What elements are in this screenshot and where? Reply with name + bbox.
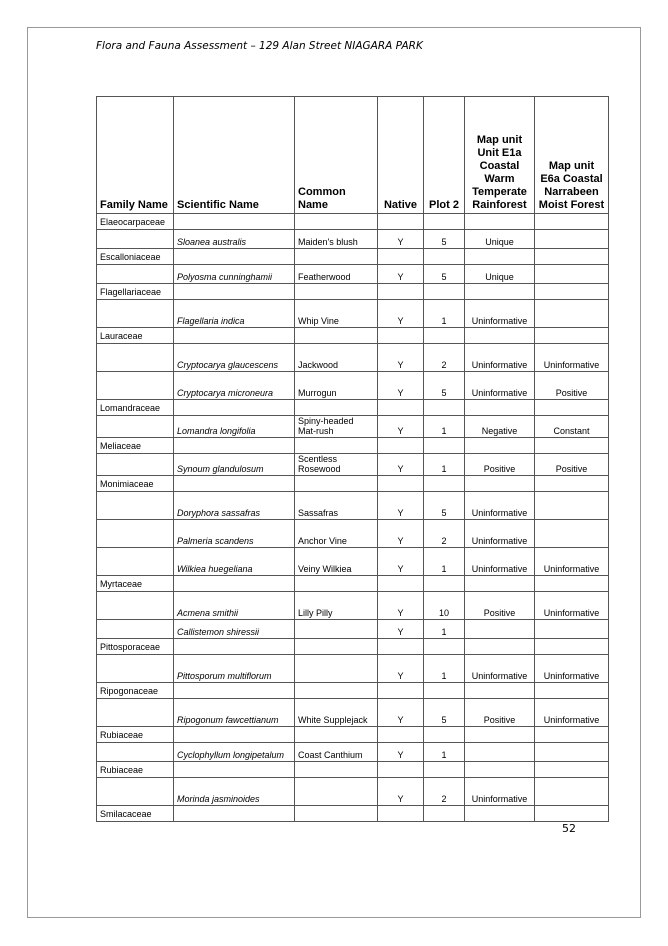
column-header-native: Native (378, 97, 424, 214)
e6a-value (535, 492, 609, 520)
column-header-common: Common Name (295, 97, 378, 214)
empty-cell (424, 576, 465, 592)
empty-cell (295, 476, 378, 492)
empty-cell (378, 284, 424, 300)
family-row (97, 328, 609, 344)
e1a-value: Negative (465, 416, 535, 438)
plot-count: 1 (424, 416, 465, 438)
e1a-value: Uninformative (465, 492, 535, 520)
empty-cell (424, 400, 465, 416)
empty-cell (174, 400, 295, 416)
empty-cell (97, 416, 174, 438)
native-status: Y (378, 655, 424, 683)
e6a-value: Uninformative (535, 548, 609, 576)
species-row (97, 300, 609, 328)
species-row (97, 620, 609, 639)
scientific-name: Cryptocarya microneura (174, 372, 295, 400)
e1a-value (465, 620, 535, 639)
empty-cell (174, 806, 295, 822)
empty-cell (295, 400, 378, 416)
empty-cell (97, 300, 174, 328)
scientific-name: Pittosporum multiflorum (174, 655, 295, 683)
empty-cell (535, 762, 609, 778)
empty-cell (535, 328, 609, 344)
family-row (97, 249, 609, 265)
e6a-value (535, 520, 609, 548)
empty-cell (295, 249, 378, 265)
empty-cell (378, 576, 424, 592)
family-name: Smilacaceae (97, 806, 174, 822)
species-row (97, 655, 609, 683)
empty-cell (535, 214, 609, 230)
e6a-value (535, 743, 609, 762)
empty-cell (378, 762, 424, 778)
empty-cell (424, 727, 465, 743)
plot-count: 2 (424, 344, 465, 372)
empty-cell (424, 806, 465, 822)
empty-cell (378, 727, 424, 743)
common-name: Coast Canthium (295, 743, 378, 762)
empty-cell (97, 620, 174, 639)
e1a-value: Positive (465, 592, 535, 620)
e1a-value: Positive (465, 454, 535, 476)
family-name: Myrtaceae (97, 576, 174, 592)
species-row (97, 344, 609, 372)
e1a-value: Uninformative (465, 548, 535, 576)
e1a-value: Unique (465, 265, 535, 284)
empty-cell (97, 492, 174, 520)
empty-cell (424, 249, 465, 265)
table-header-row (97, 97, 609, 214)
empty-cell (97, 548, 174, 576)
family-name: Ripogonaceae (97, 683, 174, 699)
species-row (97, 743, 609, 762)
empty-cell (97, 372, 174, 400)
empty-cell (465, 727, 535, 743)
empty-cell (535, 476, 609, 492)
empty-cell (535, 727, 609, 743)
e1a-value: Unique (465, 230, 535, 249)
scientific-name: Callistemon shiressii (174, 620, 295, 639)
empty-cell (378, 249, 424, 265)
empty-cell (465, 214, 535, 230)
e6a-value: Uninformative (535, 699, 609, 727)
column-header-e1a: Map unit Unit E1a Coastal Warm Temperate Rainforest (465, 97, 535, 214)
empty-cell (378, 328, 424, 344)
empty-cell (378, 683, 424, 699)
family-row (97, 476, 609, 492)
empty-cell (295, 639, 378, 655)
e6a-value (535, 265, 609, 284)
empty-cell (465, 328, 535, 344)
empty-cell (174, 683, 295, 699)
scientific-name: Palmeria scandens (174, 520, 295, 548)
plot-count: 2 (424, 778, 465, 806)
e6a-value (535, 778, 609, 806)
empty-cell (535, 683, 609, 699)
empty-cell (295, 727, 378, 743)
common-name: White Supplejack (295, 699, 378, 727)
native-status: Y (378, 300, 424, 328)
family-row (97, 762, 609, 778)
species-row (97, 592, 609, 620)
common-name: Scentless Rosewood (295, 454, 378, 476)
e1a-value: Positive (465, 699, 535, 727)
scientific-name: Lomandra longifolia (174, 416, 295, 438)
empty-cell (424, 476, 465, 492)
plot-count: 5 (424, 230, 465, 249)
empty-cell (97, 454, 174, 476)
family-row (97, 806, 609, 822)
native-status: Y (378, 592, 424, 620)
empty-cell (97, 778, 174, 806)
column-header-family: Family Name (97, 97, 174, 214)
e6a-value: Positive (535, 454, 609, 476)
native-status: Y (378, 454, 424, 476)
common-name: Sassafras (295, 492, 378, 520)
family-name: Pittosporaceae (97, 639, 174, 655)
family-name: Rubiaceae (97, 762, 174, 778)
column-header-plot: Plot 2 (424, 97, 465, 214)
family-name: Meliaceae (97, 438, 174, 454)
empty-cell (465, 806, 535, 822)
empty-cell (295, 576, 378, 592)
plot-count: 5 (424, 372, 465, 400)
species-row (97, 265, 609, 284)
empty-cell (174, 214, 295, 230)
family-row (97, 727, 609, 743)
page-header: Flora and Fauna Assessment – 129 Alan Street NIAGARA PARK (96, 40, 423, 52)
empty-cell (465, 438, 535, 454)
common-name: Maiden's blush (295, 230, 378, 249)
empty-cell (174, 576, 295, 592)
common-name: Anchor Vine (295, 520, 378, 548)
empty-cell (465, 284, 535, 300)
native-status: Y (378, 620, 424, 639)
species-row (97, 372, 609, 400)
empty-cell (424, 284, 465, 300)
e6a-value: Uninformative (535, 655, 609, 683)
species-row (97, 230, 609, 249)
column-header-e6a: Map unit E6a Coastal Narrabeen Moist Forest (535, 97, 609, 214)
empty-cell (465, 576, 535, 592)
e6a-value (535, 620, 609, 639)
empty-cell (378, 806, 424, 822)
plot-count: 1 (424, 620, 465, 639)
scientific-name: Wilkiea huegeliana (174, 548, 295, 576)
common-name (295, 655, 378, 683)
native-status: Y (378, 492, 424, 520)
common-name: Whip Vine (295, 300, 378, 328)
scientific-name: Sloanea australis (174, 230, 295, 249)
empty-cell (97, 265, 174, 284)
e1a-value: Uninformative (465, 344, 535, 372)
scientific-name: Doryphora sassafras (174, 492, 295, 520)
e1a-value (465, 743, 535, 762)
family-name: Flagellariaceae (97, 284, 174, 300)
native-status: Y (378, 344, 424, 372)
empty-cell (535, 400, 609, 416)
plot-count: 1 (424, 743, 465, 762)
scientific-name: Synoum glandulosum (174, 454, 295, 476)
native-status: Y (378, 416, 424, 438)
common-name: Jackwood (295, 344, 378, 372)
empty-cell (174, 284, 295, 300)
family-name: Elaeocarpaceae (97, 214, 174, 230)
scientific-name: Cyclophyllum longipetalum (174, 743, 295, 762)
empty-cell (535, 249, 609, 265)
e6a-value: Constant (535, 416, 609, 438)
e6a-value: Positive (535, 372, 609, 400)
common-name: Veiny Wilkiea (295, 548, 378, 576)
empty-cell (424, 762, 465, 778)
common-name: Murrogun (295, 372, 378, 400)
empty-cell (465, 683, 535, 699)
scientific-name: Morinda jasminoides (174, 778, 295, 806)
family-row (97, 639, 609, 655)
scientific-name: Cryptocarya glaucescens (174, 344, 295, 372)
empty-cell (535, 639, 609, 655)
native-status: Y (378, 548, 424, 576)
e1a-value: Uninformative (465, 778, 535, 806)
plot-count: 1 (424, 454, 465, 476)
empty-cell (295, 762, 378, 778)
native-status: Y (378, 372, 424, 400)
empty-cell (378, 438, 424, 454)
plot-count: 1 (424, 300, 465, 328)
family-row (97, 683, 609, 699)
empty-cell (535, 284, 609, 300)
plot-count: 2 (424, 520, 465, 548)
species-row (97, 778, 609, 806)
e1a-value: Uninformative (465, 655, 535, 683)
empty-cell (295, 328, 378, 344)
table-body (97, 214, 609, 822)
empty-cell (465, 476, 535, 492)
plot-count: 1 (424, 548, 465, 576)
e1a-value: Uninformative (465, 372, 535, 400)
empty-cell (97, 592, 174, 620)
page-number: 52 (562, 822, 576, 835)
empty-cell (378, 214, 424, 230)
common-name: Featherwood (295, 265, 378, 284)
native-status: Y (378, 699, 424, 727)
empty-cell (378, 639, 424, 655)
empty-cell (97, 520, 174, 548)
e1a-value: Uninformative (465, 300, 535, 328)
empty-cell (174, 476, 295, 492)
empty-cell (97, 743, 174, 762)
native-status: Y (378, 230, 424, 249)
family-row (97, 400, 609, 416)
empty-cell (174, 249, 295, 265)
empty-cell (295, 683, 378, 699)
plot-count: 5 (424, 699, 465, 727)
empty-cell (535, 806, 609, 822)
empty-cell (174, 727, 295, 743)
species-row (97, 416, 609, 438)
plot-count: 5 (424, 492, 465, 520)
empty-cell (378, 476, 424, 492)
plot-count: 1 (424, 655, 465, 683)
species-row (97, 548, 609, 576)
scientific-name: Acmena smithii (174, 592, 295, 620)
species-row (97, 520, 609, 548)
native-status: Y (378, 778, 424, 806)
empty-cell (465, 400, 535, 416)
scientific-name: Flagellaria indica (174, 300, 295, 328)
family-name: Lomandraceae (97, 400, 174, 416)
family-name: Escalloniaceae (97, 249, 174, 265)
e6a-value (535, 230, 609, 249)
family-row (97, 576, 609, 592)
family-row (97, 284, 609, 300)
e1a-value: Uninformative (465, 520, 535, 548)
empty-cell (378, 400, 424, 416)
empty-cell (424, 214, 465, 230)
plot-count: 5 (424, 265, 465, 284)
native-status: Y (378, 520, 424, 548)
empty-cell (174, 328, 295, 344)
species-row (97, 454, 609, 476)
empty-cell (174, 438, 295, 454)
family-name: Lauraceae (97, 328, 174, 344)
empty-cell (424, 328, 465, 344)
empty-cell (465, 249, 535, 265)
family-row (97, 214, 609, 230)
empty-cell (424, 639, 465, 655)
empty-cell (424, 683, 465, 699)
scientific-name: Ripogonum fawcettianum (174, 699, 295, 727)
e6a-value (535, 300, 609, 328)
empty-cell (535, 576, 609, 592)
native-status: Y (378, 743, 424, 762)
species-row (97, 699, 609, 727)
scientific-name: Polyosma cunninghamii (174, 265, 295, 284)
column-header-scientific: Scientific Name (174, 97, 295, 214)
species-table (96, 96, 609, 822)
empty-cell (535, 438, 609, 454)
empty-cell (97, 230, 174, 249)
common-name (295, 778, 378, 806)
native-status: Y (378, 265, 424, 284)
family-name: Rubiaceae (97, 727, 174, 743)
e6a-value: Uninformative (535, 592, 609, 620)
empty-cell (465, 762, 535, 778)
common-name (295, 620, 378, 639)
empty-cell (295, 214, 378, 230)
common-name: Lilly Pilly (295, 592, 378, 620)
empty-cell (97, 699, 174, 727)
empty-cell (295, 806, 378, 822)
plot-count: 10 (424, 592, 465, 620)
empty-cell (295, 284, 378, 300)
empty-cell (424, 438, 465, 454)
empty-cell (174, 762, 295, 778)
empty-cell (97, 344, 174, 372)
empty-cell (295, 438, 378, 454)
common-name: Spiny-headed Mat-rush (295, 416, 378, 438)
empty-cell (97, 655, 174, 683)
family-name: Monimiaceae (97, 476, 174, 492)
e6a-value: Uninformative (535, 344, 609, 372)
empty-cell (174, 639, 295, 655)
family-row (97, 438, 609, 454)
empty-cell (465, 639, 535, 655)
species-row (97, 492, 609, 520)
